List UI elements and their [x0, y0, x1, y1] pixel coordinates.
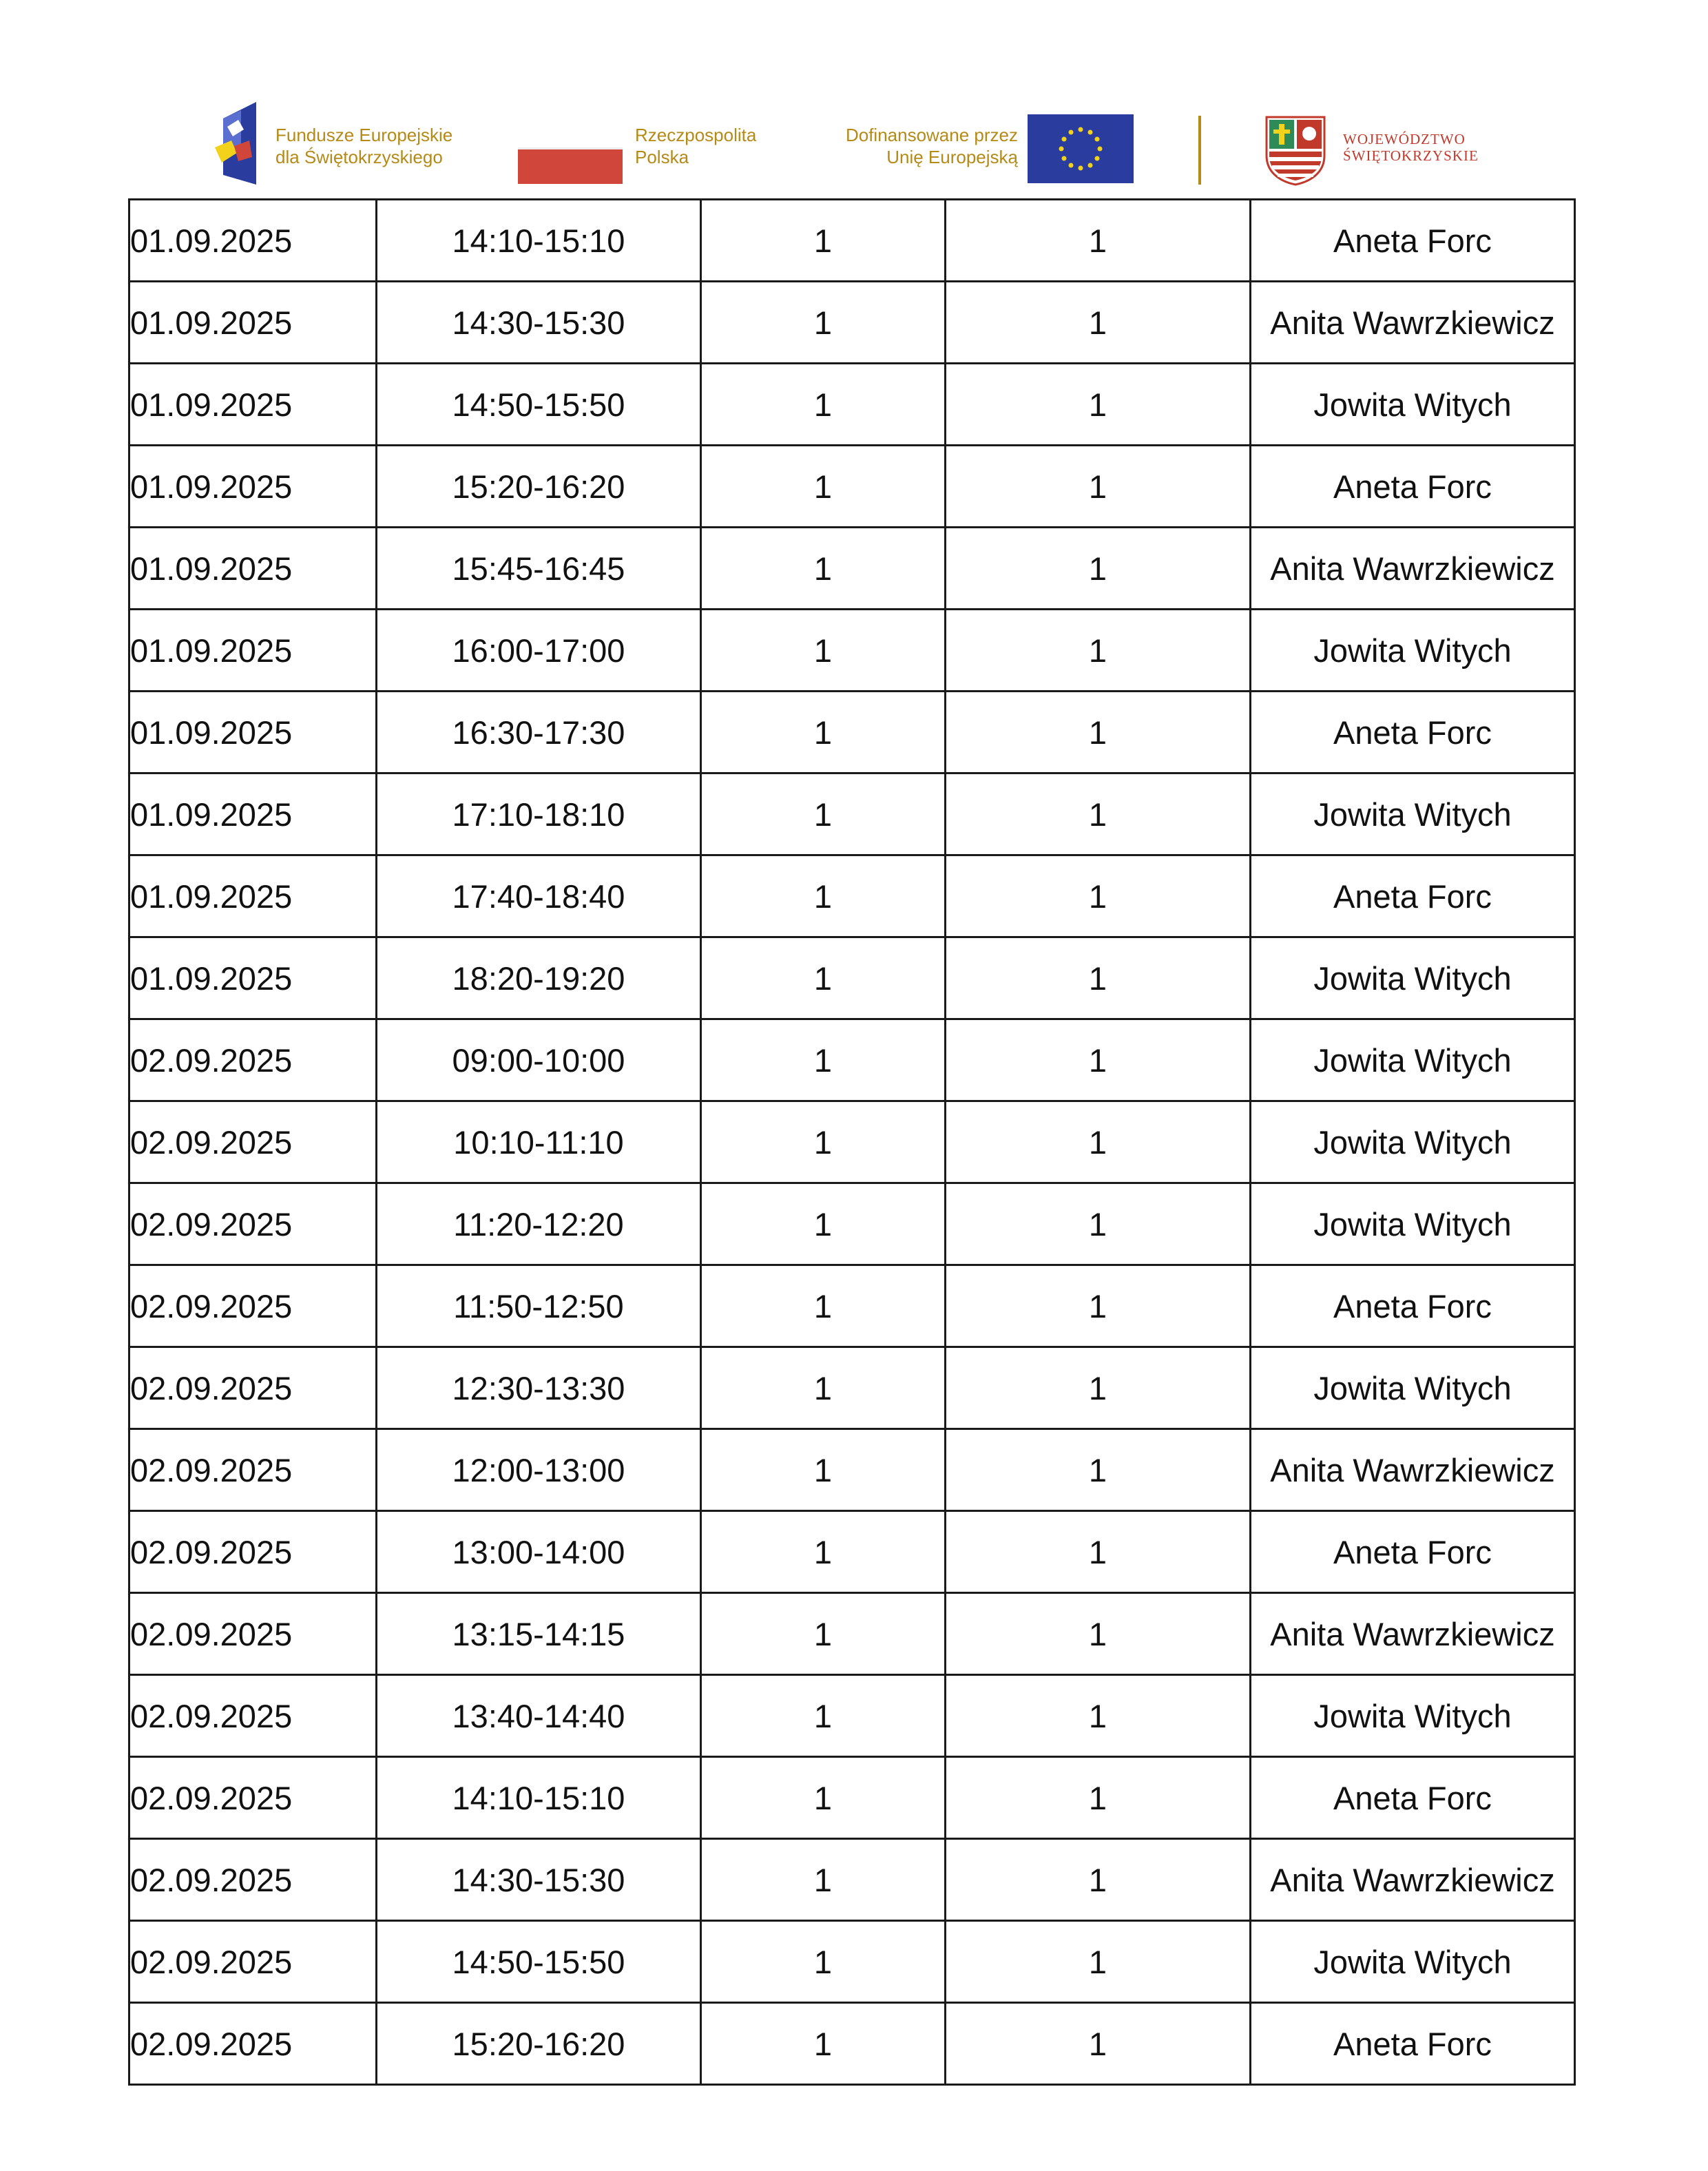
name-cell: Jowita Witych	[1251, 1183, 1575, 1265]
count-cell-1: 1	[701, 937, 946, 1019]
date-cell: 01.09.2025	[129, 692, 377, 773]
name-cell: Anita Wawrzkiewicz	[1251, 1429, 1575, 1511]
count-cell-2: 1	[946, 528, 1251, 610]
count-cell-2: 1	[946, 282, 1251, 364]
count-cell-1: 1	[701, 528, 946, 610]
time-cell: 13:00-14:00	[377, 1511, 701, 1593]
fundusze-europejskie-logo	[214, 99, 266, 187]
name-cell: Jowita Witych	[1251, 937, 1575, 1019]
woj-line-1: WOJEWÓDZTWO	[1343, 131, 1466, 147]
name-cell: Aneta Forc	[1251, 200, 1575, 282]
date-cell: 02.09.2025	[129, 2003, 377, 2085]
logo-divider	[1198, 116, 1201, 185]
count-cell-1: 1	[701, 1593, 946, 1675]
count-cell-2: 1	[946, 1347, 1251, 1429]
date-cell: 01.09.2025	[129, 200, 377, 282]
table-row	[129, 528, 1575, 610]
time-cell: 15:45-16:45	[377, 528, 701, 610]
table-row	[129, 1921, 1575, 2003]
date-cell: 02.09.2025	[129, 1019, 377, 1101]
time-cell: 16:30-17:30	[377, 692, 701, 773]
rzeczpospolita-text	[635, 124, 756, 168]
name-cell: Aneta Forc	[1251, 855, 1575, 937]
name-cell: Aneta Forc	[1251, 1511, 1575, 1593]
count-cell-1: 1	[701, 2003, 946, 2085]
date-cell: 02.09.2025	[129, 1511, 377, 1593]
table-row	[129, 1757, 1575, 1839]
count-cell-1: 1	[701, 1757, 946, 1839]
count-cell-2: 1	[946, 1511, 1251, 1593]
woj-line-2: ŚWIĘTOKRZYSKIE	[1343, 147, 1479, 164]
time-cell: 16:00-17:00	[377, 610, 701, 692]
count-cell-1: 1	[701, 610, 946, 692]
time-cell: 09:00-10:00	[377, 1019, 701, 1101]
count-cell-1: 1	[701, 1511, 946, 1593]
time-cell: 11:20-12:20	[377, 1183, 701, 1265]
table-row	[129, 692, 1575, 773]
name-cell: Aneta Forc	[1251, 2003, 1575, 2085]
date-cell: 02.09.2025	[129, 1593, 377, 1675]
count-cell-1: 1	[701, 446, 946, 528]
count-cell-1: 1	[701, 282, 946, 364]
time-cell: 14:30-15:30	[377, 1839, 701, 1921]
count-cell-1: 1	[701, 1675, 946, 1757]
fe-line-2: dla Świętokrzyskiego	[275, 147, 443, 167]
date-cell: 02.09.2025	[129, 1347, 377, 1429]
count-cell-2: 1	[946, 364, 1251, 446]
count-cell-2: 1	[946, 937, 1251, 1019]
count-cell-2: 1	[946, 1265, 1251, 1347]
time-cell: 12:30-13:30	[377, 1347, 701, 1429]
name-cell: Anita Wawrzkiewicz	[1251, 528, 1575, 610]
date-cell: 02.09.2025	[129, 1265, 377, 1347]
count-cell-2: 1	[946, 855, 1251, 937]
fe-line-1: Fundusze Europejskie	[275, 125, 453, 145]
time-cell: 17:40-18:40	[377, 855, 701, 937]
count-cell-2: 1	[946, 200, 1251, 282]
name-cell: Jowita Witych	[1251, 1101, 1575, 1183]
time-cell: 18:20-19:20	[377, 937, 701, 1019]
count-cell-2: 1	[946, 1429, 1251, 1511]
count-cell-1: 1	[701, 1921, 946, 2003]
eu-line-1: Dofinansowane przez	[845, 125, 1018, 145]
date-cell: 01.09.2025	[129, 446, 377, 528]
table-row	[129, 2003, 1575, 2085]
time-cell: 14:50-15:50	[377, 1921, 701, 2003]
table-row	[129, 1101, 1575, 1183]
swietokrzyskie-crest-icon	[1264, 114, 1327, 186]
count-cell-2: 1	[946, 1839, 1251, 1921]
time-cell: 10:10-11:10	[377, 1101, 701, 1183]
logo-bar	[207, 96, 1515, 193]
count-cell-2: 1	[946, 1921, 1251, 2003]
date-cell: 01.09.2025	[129, 528, 377, 610]
name-cell: Jowita Witych	[1251, 364, 1575, 446]
count-cell-2: 1	[946, 773, 1251, 855]
count-cell-1: 1	[701, 364, 946, 446]
time-cell: 11:50-12:50	[377, 1265, 701, 1347]
eu-flag-icon	[1028, 114, 1134, 183]
date-cell: 02.09.2025	[129, 1101, 377, 1183]
time-cell: 12:00-13:00	[377, 1429, 701, 1511]
table-row	[129, 282, 1575, 364]
date-cell: 01.09.2025	[129, 610, 377, 692]
count-cell-2: 1	[946, 692, 1251, 773]
table-row	[129, 1019, 1575, 1101]
schedule-table	[128, 198, 1576, 2086]
name-cell: Jowita Witych	[1251, 1347, 1575, 1429]
name-cell: Jowita Witych	[1251, 773, 1575, 855]
table-row	[129, 446, 1575, 528]
count-cell-1: 1	[701, 200, 946, 282]
eu-line-2: Unię Europejską	[886, 147, 1018, 167]
count-cell-1: 1	[701, 1183, 946, 1265]
count-cell-1: 1	[701, 1019, 946, 1101]
time-cell: 14:50-15:50	[377, 364, 701, 446]
name-cell: Jowita Witych	[1251, 1675, 1575, 1757]
count-cell-1: 1	[701, 1839, 946, 1921]
name-cell: Aneta Forc	[1251, 1265, 1575, 1347]
table-row	[129, 1511, 1575, 1593]
pl-line-2: Polska	[635, 147, 689, 167]
schedule-table-body	[129, 200, 1575, 2085]
count-cell-2: 1	[946, 1757, 1251, 1839]
name-cell: Jowita Witych	[1251, 1019, 1575, 1101]
date-cell: 01.09.2025	[129, 282, 377, 364]
date-cell: 02.09.2025	[129, 1757, 377, 1839]
table-row	[129, 1347, 1575, 1429]
count-cell-2: 1	[946, 1593, 1251, 1675]
count-cell-2: 1	[946, 1183, 1251, 1265]
date-cell: 01.09.2025	[129, 937, 377, 1019]
table-row	[129, 773, 1575, 855]
count-cell-1: 1	[701, 1347, 946, 1429]
pl-line-1: Rzeczpospolita	[635, 125, 757, 145]
table-row	[129, 1183, 1575, 1265]
name-cell: Aneta Forc	[1251, 692, 1575, 773]
count-cell-1: 1	[701, 692, 946, 773]
name-cell: Aneta Forc	[1251, 446, 1575, 528]
table-row	[129, 1675, 1575, 1757]
count-cell-2: 1	[946, 2003, 1251, 2085]
table-row	[129, 1429, 1575, 1511]
name-cell: Jowita Witych	[1251, 610, 1575, 692]
count-cell-2: 1	[946, 1101, 1251, 1183]
polish-flag	[518, 147, 623, 184]
table-row	[129, 1265, 1575, 1347]
time-cell: 17:10-18:10	[377, 773, 701, 855]
time-cell: 15:20-16:20	[377, 446, 701, 528]
date-cell: 02.09.2025	[129, 1675, 377, 1757]
name-cell: Anita Wawrzkiewicz	[1251, 282, 1575, 364]
time-cell: 14:30-15:30	[377, 282, 701, 364]
table-row	[129, 937, 1575, 1019]
name-cell: Anita Wawrzkiewicz	[1251, 1593, 1575, 1675]
table-row	[129, 1839, 1575, 1921]
date-cell: 01.09.2025	[129, 773, 377, 855]
date-cell: 02.09.2025	[129, 1921, 377, 2003]
date-cell: 02.09.2025	[129, 1429, 377, 1511]
count-cell-1: 1	[701, 773, 946, 855]
fundusze-europejskie-text	[275, 124, 482, 168]
table-row	[129, 1593, 1575, 1675]
date-cell: 02.09.2025	[129, 1183, 377, 1265]
table-row	[129, 610, 1575, 692]
time-cell: 14:10-15:10	[377, 1757, 701, 1839]
table-row	[129, 855, 1575, 937]
time-cell: 15:20-16:20	[377, 2003, 701, 2085]
count-cell-2: 1	[946, 446, 1251, 528]
name-cell: Aneta Forc	[1251, 1757, 1575, 1839]
count-cell-2: 1	[946, 1019, 1251, 1101]
name-cell: Jowita Witych	[1251, 1921, 1575, 2003]
time-cell: 13:40-14:40	[377, 1675, 701, 1757]
wojewodztwo-text	[1343, 131, 1479, 164]
date-cell: 01.09.2025	[129, 364, 377, 446]
count-cell-1: 1	[701, 1101, 946, 1183]
count-cell-1: 1	[701, 1265, 946, 1347]
date-cell: 01.09.2025	[129, 855, 377, 937]
count-cell-2: 1	[946, 1675, 1251, 1757]
table-row	[129, 200, 1575, 282]
eu-cofunding-text	[818, 124, 1018, 168]
count-cell-2: 1	[946, 610, 1251, 692]
time-cell: 14:10-15:10	[377, 200, 701, 282]
count-cell-1: 1	[701, 1429, 946, 1511]
count-cell-1: 1	[701, 855, 946, 937]
table-row	[129, 364, 1575, 446]
name-cell: Anita Wawrzkiewicz	[1251, 1839, 1575, 1921]
time-cell: 13:15-14:15	[377, 1593, 701, 1675]
date-cell: 02.09.2025	[129, 1839, 377, 1921]
